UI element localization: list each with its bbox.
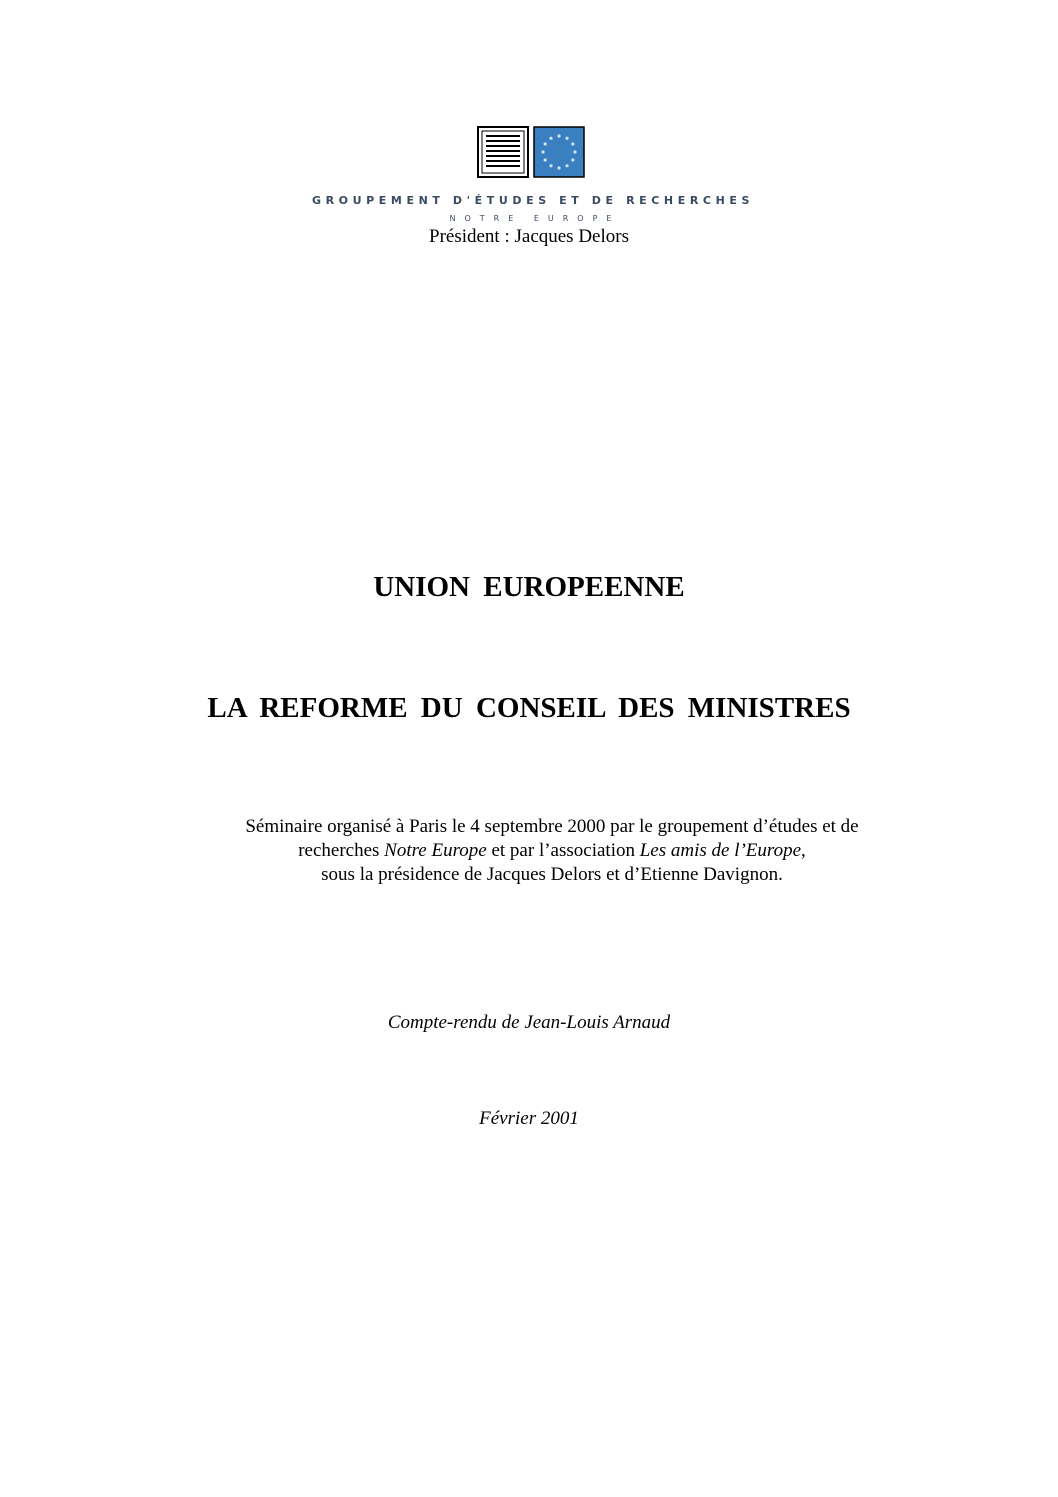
seminar-line-1: Séminaire organisé à Paris le 4 septembre 2000 par le groupement d’études et de (245, 816, 859, 837)
seminar-line-2-mid: et par l’association (486, 840, 640, 861)
president-line: Président : Jacques Delors (429, 226, 629, 247)
notre-europe-name: Notre Europe (384, 840, 487, 861)
seminar-line-2-pre: recherches (298, 840, 385, 861)
title-reforme-conseil: LA REFORME DU CONSEIL DES MINISTRES (207, 692, 851, 724)
seminar-description (0, 815, 1058, 887)
document-lines-icon (478, 127, 528, 177)
seminar-line-2-post: , (801, 840, 806, 861)
amis-europe-name: Les amis de l’Europe (639, 840, 802, 861)
title-union-europeenne: UNION EUROPEENNE (373, 571, 685, 603)
organization-name: GROUPEMENT D'ÉTUDES ET DE RECHERCHES (311, 194, 755, 207)
report-author: Compte-rendu de Jean-Louis Arnaud (387, 1012, 671, 1033)
seminar-line-2 (46, 839, 1058, 863)
organization-subtitle: NOTRE EUROPE (449, 214, 621, 223)
eu-stars-icon (534, 127, 584, 177)
notre-europe-logo (477, 126, 585, 178)
seminar-line-3: sous la présidence de Jacques Delors et d’Etienne Davignon. (321, 864, 783, 885)
publication-date: Février 2001 (479, 1108, 579, 1129)
